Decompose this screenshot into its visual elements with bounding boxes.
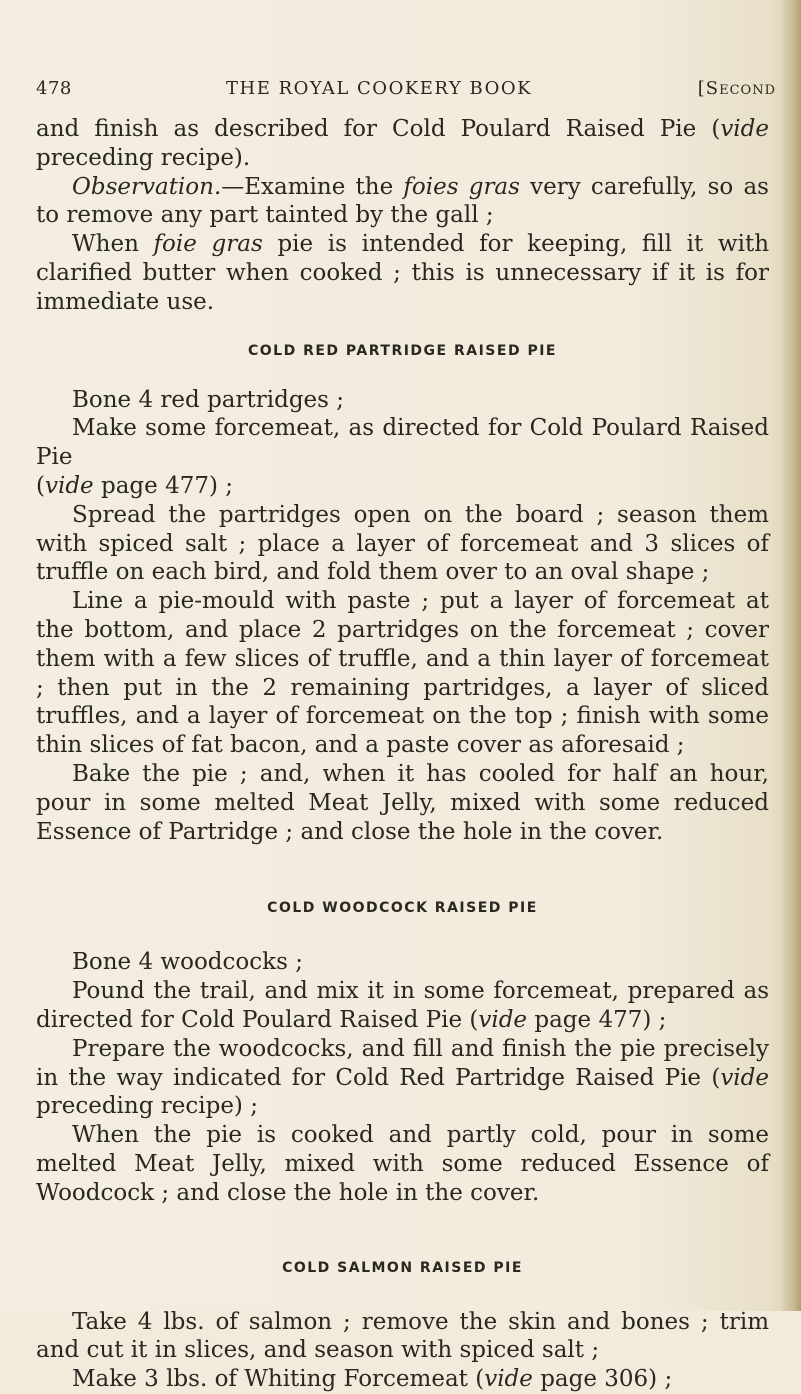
text-run: Pound the trail, and mix it in some forcemeat, prepared as directed for Cold Poulard Raised Pie ( [36, 978, 769, 1033]
partridge-step-1: Bone 4 red partridges ; [72, 386, 345, 413]
text-run: and finish as described for Cold Poulard Raised Pie ( [36, 116, 721, 142]
text-run: —Examine the [221, 173, 404, 200]
text-run: page 477) ; [93, 472, 233, 499]
text-run: Prepare the woodcocks, and fill and finish the pie precisely in the way indicated for Cold Red Partridge Raised Pie ( [36, 1035, 769, 1091]
running-title: THE ROYAL COOKERY BOOK [226, 78, 533, 99]
page-edge-shadow [781, 0, 801, 1311]
observation-paragraph [36, 173, 769, 231]
text-run: very carefully, so as to remove any part tainted by the gall ; [36, 173, 769, 229]
woodcock-step-4: When the pie is cooked and partly cold, pour in some melted Meat Jelly, mixed with some reduced Essence of Woodcock ; and close the hole in the cover. [36, 1122, 769, 1206]
text-run: preceding recipe). [36, 144, 251, 171]
text-run: pie is intended for keeping, fill it with clarified butter when cooked ; this is unnecessary if it is for immediate use. [36, 231, 770, 315]
italic-run: vide [720, 1064, 769, 1091]
recipe-heading-partridge: COLD RED PARTRIDGE RAISED PIE [248, 342, 557, 359]
intro-paragraph-1 [36, 115, 769, 173]
salmon-step-2 [36, 1365, 769, 1394]
partridge-step-3: Spread the partridges open on the board ; season them with spiced salt ; place a layer of forcemeat and 3 slices of truffle on each bird, and fold them over to an oval shape ; [36, 501, 769, 586]
text-run: page 477) ; [527, 1006, 667, 1033]
italic-run: vide [44, 472, 94, 499]
recipe-heading-woodcock: COLD WOODCOCK RAISED PIE [267, 900, 538, 917]
section-label: [Second [697, 78, 776, 99]
page-number: 478 [36, 78, 72, 99]
text-run: page 306) ; [532, 1366, 673, 1393]
partridge-step-5: Bake the pie ; and, when it has cooled for half an hour, pour in some melted Meat Jelly, mixed with some reduced Essence of Partridge ; and close the hole in the cover. [36, 760, 769, 845]
salmon-step-1: Take 4 lbs. of salmon ; remove the skin and bones ; trim and cut it in slices, and season with spiced salt ; [36, 1308, 769, 1364]
woodcock-step-1: Bone 4 woodcocks ; [72, 949, 303, 976]
woodcock-step-3 [36, 1035, 769, 1121]
partridge-step-2-ref: (vide page 477) ; [36, 472, 233, 499]
observation-label: Observation. [72, 173, 222, 200]
page-header [36, 78, 776, 104]
partridge-step-2: Make some forcemeat, as directed for Cold Poulard Raised Pie [36, 415, 769, 471]
recipe-heading-salmon: COLD SALMON RAISED PIE [282, 1259, 523, 1276]
italic-run: vide [484, 1366, 533, 1393]
italic-run: vide [720, 116, 769, 142]
intro-paragraph-3 [36, 230, 769, 316]
italic-run: vide [478, 1006, 528, 1033]
italic-run: foie gras [153, 231, 263, 258]
text-run: When [72, 231, 154, 258]
partridge-step-4: Line a pie-mould with paste ; put a layer of forcemeat at the bottom, and place 2 partridges on the forcemeat ; cover them with a few slices of truffle, and a thin layer of forcemeat ; then put in the 2 remaining partridges, a layer of sliced truffles, and a layer of forcemeat on the top ; finish with some thin slices of fat bacon, and a paste cover as aforesaid ; [36, 588, 769, 759]
italic-run: foies gras [403, 173, 520, 200]
text-run: Make 3 lbs. of Whiting Forcemeat ( [72, 1366, 485, 1393]
woodcock-step-2 [36, 977, 769, 1035]
page-body [36, 115, 769, 1394]
text-run: preceding recipe) ; [36, 1093, 258, 1120]
